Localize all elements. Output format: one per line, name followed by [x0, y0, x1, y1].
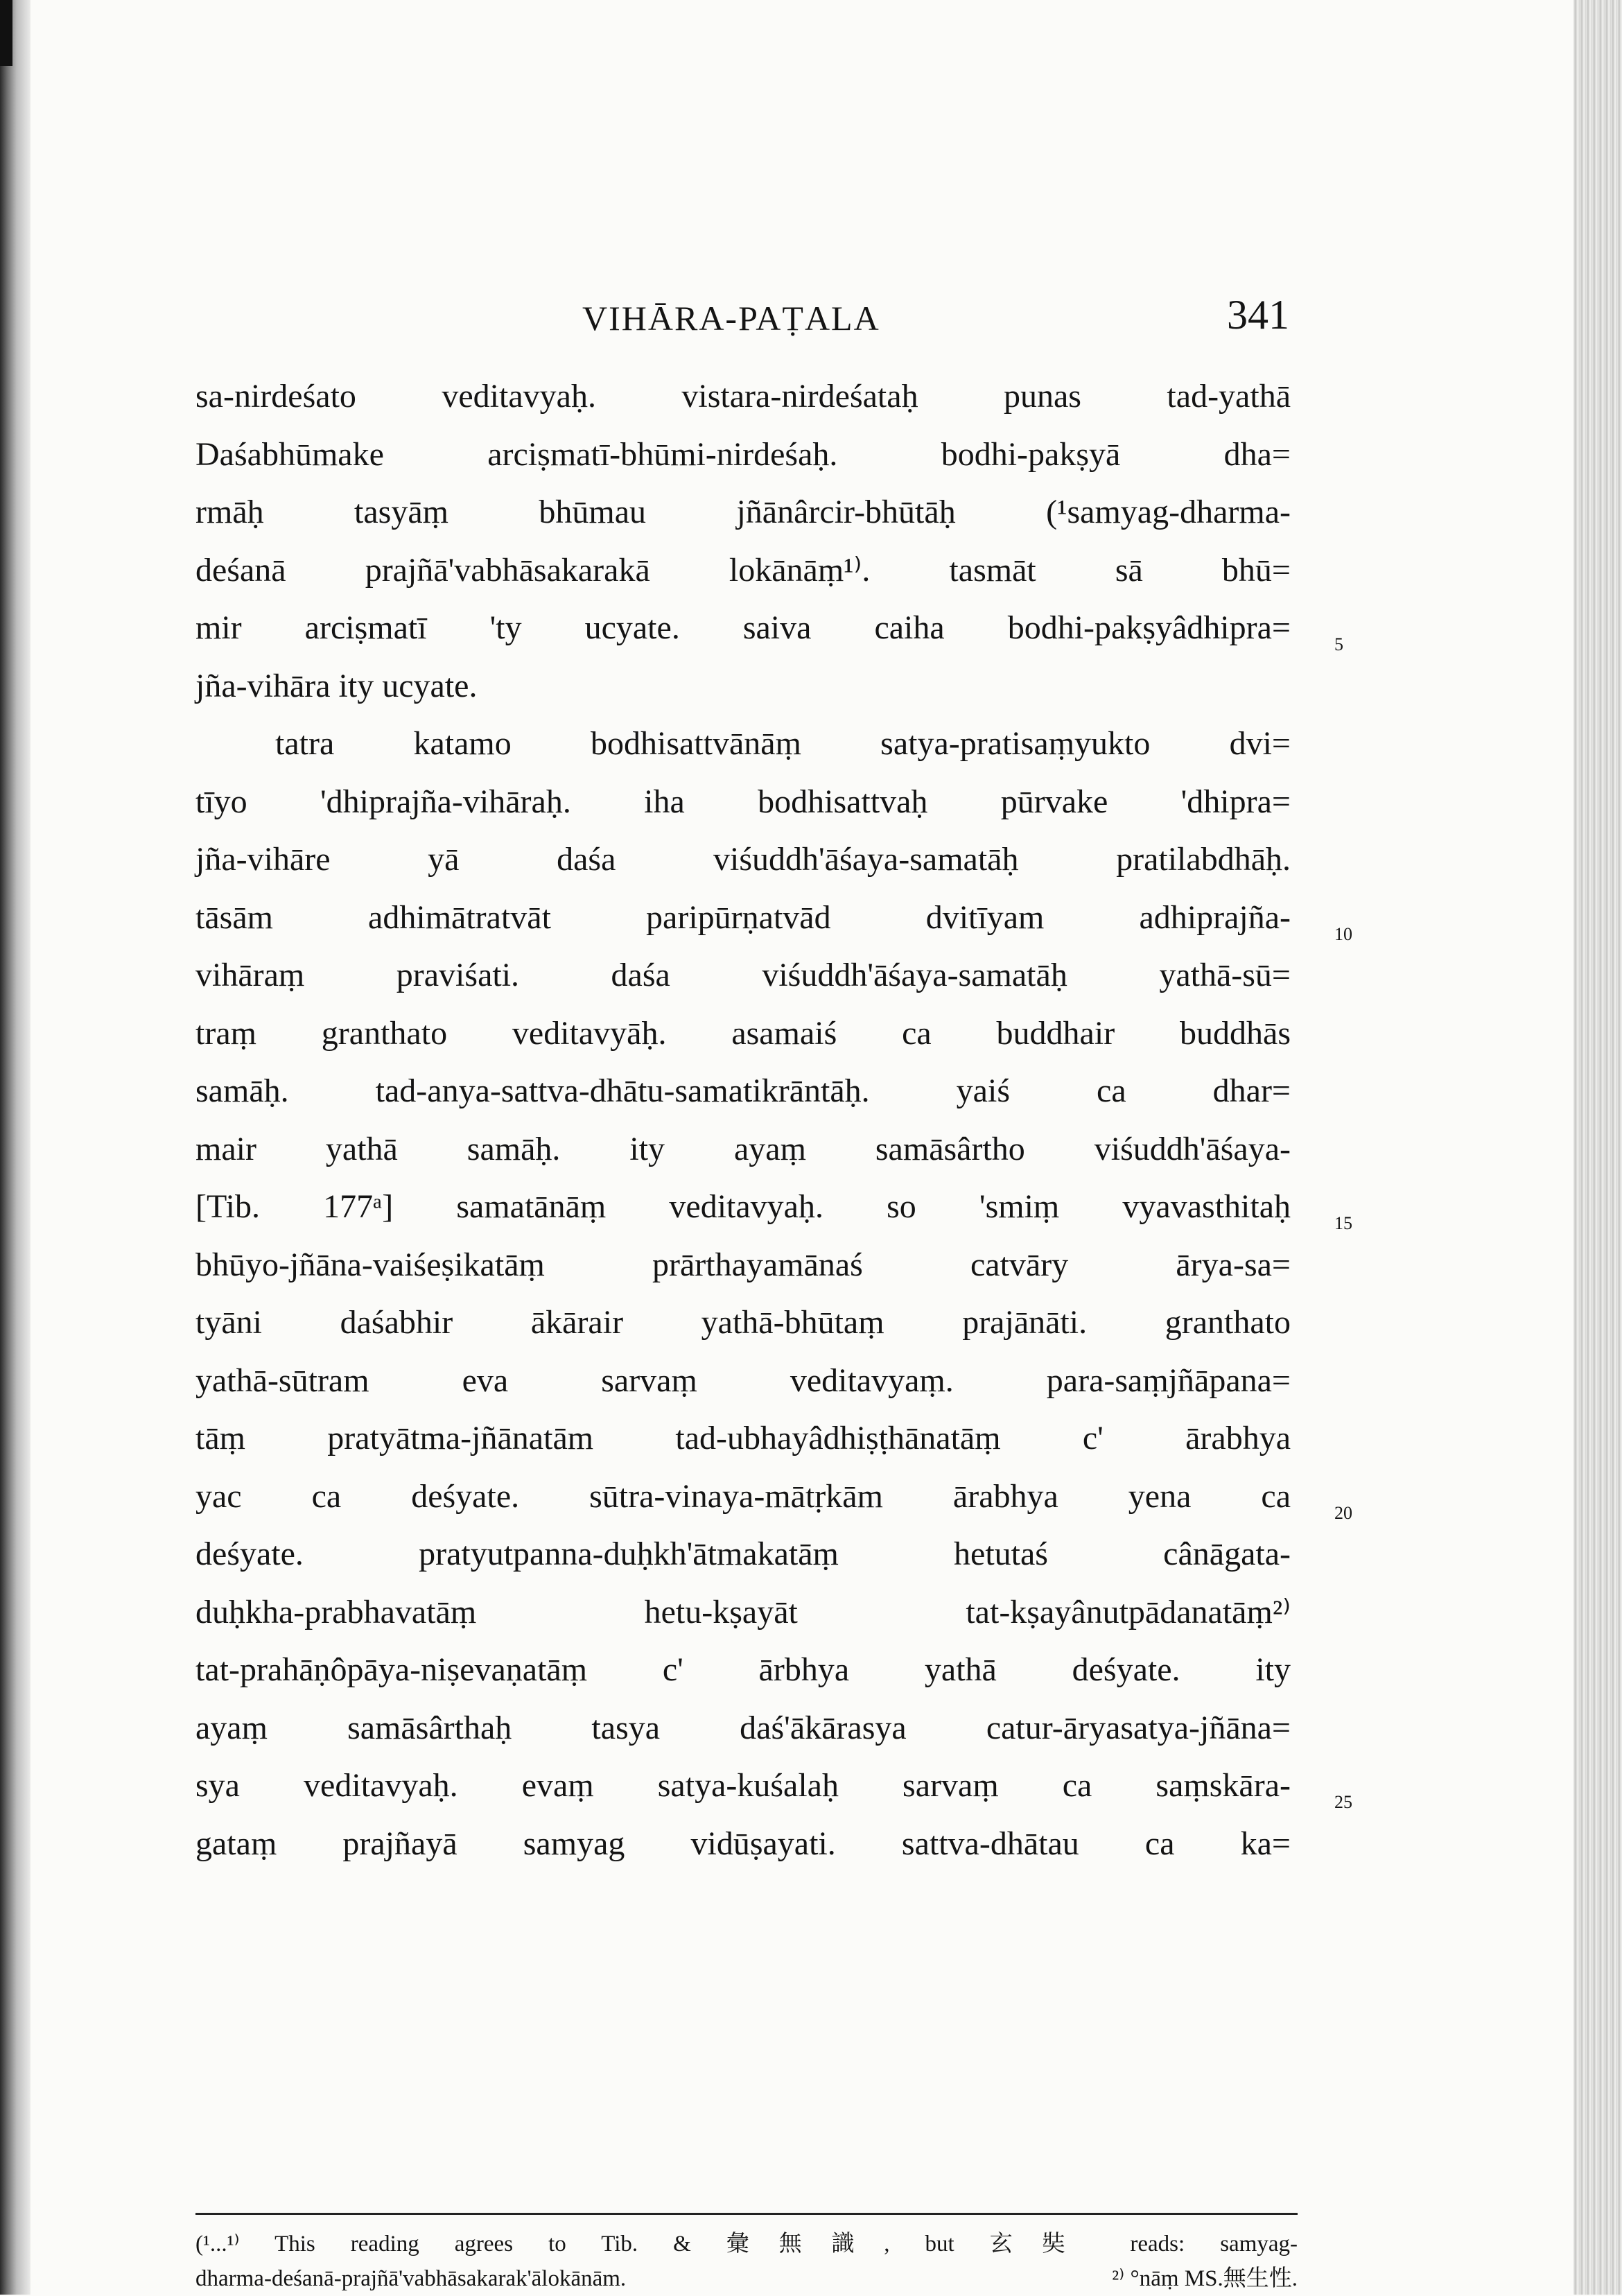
page-header — [568, 291, 1289, 340]
footnotes — [195, 2227, 1298, 2296]
text-line: mair yathā samāḥ. ity ayaṃ samāsârtho viśuddh'āśaya- — [195, 1130, 1291, 1167]
scan-corner-mark — [0, 0, 12, 66]
text-line: rmāḥ tasyāṃ bhūmau jñānârcir-bhūtāḥ (¹samyag-dharma- — [195, 494, 1291, 530]
text-line: yathā-sūtram eva sarvaṃ veditavyaṃ. para-saṃjñāpana= — [195, 1362, 1291, 1399]
text-line: traṃ granthato veditavyāḥ. asamaiś ca buddhair buddhās — [195, 1014, 1291, 1052]
text-line: ayaṃ samāsârthaḥ tasya daś'ākārasya catur-āryasatya-jñāna= — [195, 1709, 1291, 1746]
footnote-1-continuation: dharma-deśanā-prajñā'vabhāsakarak'ālokānām. — [195, 2266, 627, 2291]
text-line: deśyate. pratyutpanna-duḥkh'ātmakatāṃ hetutaś cânāgata- — [195, 1536, 1291, 1572]
text-line: tāsām adhimātratvāt paripūrṇatvād dvitīyam adhiprajña- — [195, 898, 1291, 936]
text-line: tatra katamo bodhisattvānāṃ satya-pratisaṃyukto dvi= — [275, 725, 1291, 762]
text-line: jña-vihāra ity ucyate. — [195, 667, 478, 704]
line-number: 20 — [1334, 1503, 1352, 1523]
page-number: 341 — [1227, 292, 1289, 338]
text-line: tīyo 'dhiprajña-vihāraḥ. iha bodhisattvaḥ pūrvake 'dhipra= — [195, 783, 1291, 820]
text-line: mir arciṣmatī 'ty ucyate. saiva caiha bodhi-pakṣyâdhipra= — [195, 609, 1291, 646]
footnote-line — [195, 2261, 1298, 2296]
footnote-line: (¹...¹⁾ This reading agrees to Tib. & 彙無識, but 玄奘 reads: samyag- — [195, 2232, 1298, 2256]
text-line: [Tib. 177ᵃ] samatānāṃ veditavyaḥ. so 'smiṃ vyavasthitaḥ — [195, 1188, 1291, 1225]
text-line: yac ca deśyate. sūtra-vinaya-mātṛkām ārabhya yena ca — [195, 1477, 1291, 1515]
text-line: sya veditavyaḥ. evaṃ satya-kuśalaḥ sarvaṃ ca saṃskāra- — [195, 1767, 1291, 1804]
text-line: bhūyo-jñāna-vaiśeṣikatāṃ prārthayamānaś catvāry ārya-sa= — [195, 1246, 1291, 1283]
text-line: deśanā prajñā'vabhāsakarakā lokānāṃ¹⁾. tasmāt sā bhū= — [195, 551, 1291, 589]
text-line: tāṃ pratyātma-jñānatām tad-ubhayâdhiṣṭhānatāṃ c' ārabhya — [195, 1420, 1291, 1456]
footnote-divider — [195, 2213, 1298, 2215]
line-number: 5 — [1334, 634, 1343, 654]
footnote-2: ²⁾ °nāṃ MS.無生性. — [1112, 2266, 1298, 2291]
line-number: 25 — [1334, 1792, 1352, 1812]
text-line: tat-prahāṇôpāya-niṣevaṇatāṃ c' ārbhya yathā deśyate. ity — [195, 1651, 1291, 1688]
text-line: samāḥ. tad-anya-sattva-dhātu-samatikrāntāḥ. yaiś ca dhar= — [195, 1072, 1291, 1109]
text-line: jña-vihāre yā daśa viśuddh'āśaya-samatāḥ pratilabdhāḥ. — [195, 841, 1291, 878]
text-line: vihāraṃ praviśati. daśa viśuddh'āśaya-samatāḥ yathā-sū= — [195, 957, 1291, 993]
body-text — [195, 367, 1291, 1872]
line-number: 15 — [1334, 1213, 1352, 1233]
text-line: duḥkha-prabhavatāṃ hetu-kṣayāt tat-kṣayânutpādanatāṃ²⁾ — [195, 1593, 1291, 1630]
line-number: 10 — [1334, 924, 1352, 944]
text-line: tyāni daśabhir ākārair yathā-bhūtaṃ prajānāti. granthato — [195, 1304, 1291, 1341]
scan-right-edge — [1573, 0, 1622, 2295]
scan-left-edge — [0, 0, 30, 2295]
text-line: Daśabhūmake arciṣmatī-bhūmi-nirdeśaḥ. bodhi-pakṣyā dha= — [195, 435, 1291, 473]
text-line: sa-nirdeśato veditavyaḥ. vistara-nirdeśataḥ punas tad-yathā — [195, 378, 1291, 415]
text-line: gataṃ prajñayā samyag vidūṣayati. sattva-dhātau ca ka= — [195, 1825, 1291, 1862]
running-head: VIHĀRA-PAṬALA — [582, 299, 880, 338]
